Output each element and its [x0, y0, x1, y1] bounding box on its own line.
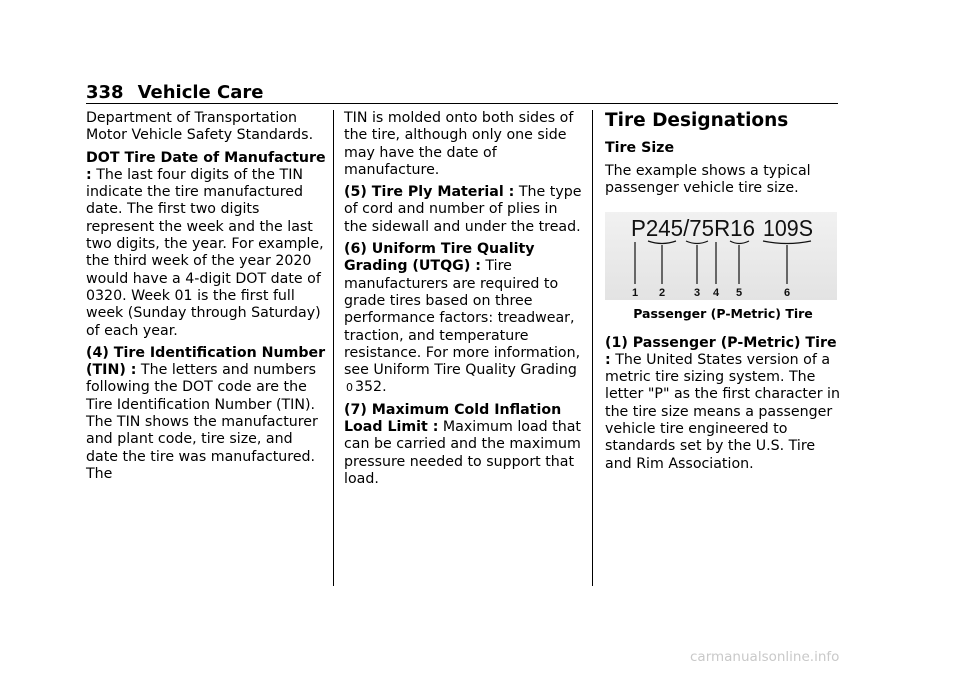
page-header — [86, 82, 838, 104]
paragraph-passenger-tire — [605, 335, 841, 473]
column-right — [605, 110, 841, 478]
tire-size-diagram — [605, 212, 837, 300]
figure-caption: Passenger (P-Metric) Tire — [633, 305, 813, 321]
paragraph-max-load — [344, 402, 584, 488]
definition: The type of cord and number of plies in the sidewall and under the tread. — [344, 184, 582, 235]
tire-code-load-speed: 109S — [763, 214, 813, 241]
column-middle — [344, 110, 584, 493]
callout-lines — [635, 241, 811, 284]
definition: Tire manufacturers are required to grade tires based on three performance factors: treadwear, traction, and temperature resistance. For more information, see Uniform Tire Quality Grading — [344, 258, 581, 379]
watermark: carmanualsonline.info — [690, 649, 840, 665]
paragraph-utqg — [344, 241, 584, 397]
section-title: Vehicle Care — [137, 82, 264, 103]
term: (6) Uniform Tire Quality Grading (UTQG) : — [344, 241, 535, 275]
callout-2: 2 — [658, 286, 666, 299]
header-rule — [86, 103, 838, 104]
column-divider-left — [333, 110, 334, 586]
definition: The last four digits of the TIN indicate the tire manufactured date. The first two digits represent the week and the last two digits, the year. For example, the third week of the year 2020 would have a 4-digit DOT date of 0320. Week 01 is the first full week (Sunday through Saturday) of each year. — [86, 166, 324, 339]
page-reference-link[interactable]: 352. — [355, 379, 387, 396]
page-reference-icon: 0 — [346, 381, 353, 395]
callout-5: 5 — [735, 286, 743, 299]
column-left — [86, 110, 326, 488]
callout-4: 4 — [712, 286, 720, 299]
section-heading: Tire Designations — [605, 110, 789, 131]
paragraph: Department of Transportation Motor Vehicle Safety Standards. — [86, 110, 314, 144]
term: (4) Tire Identification Number (TIN) : — [86, 344, 326, 379]
subsection-heading: Tire Size — [605, 140, 675, 156]
page-number: 338 — [86, 82, 124, 103]
paragraph-dot-date — [86, 150, 326, 340]
definition: The letters and numbers following the DOT code are the Tire Identification Number (TIN). The TIN shows the manufacturer and plant code, tire size, and date the tire was manufactured. The — [86, 362, 318, 482]
definition: The United States version of a metric tire sizing system. The letter "P" as the first character in the tire size means a passenger vehicle tire engineered to standards set by the U.S. Tire and Rim Association. — [605, 351, 840, 472]
definition: Maximum load that can be carried and the maximum pressure needed to support that load. — [344, 419, 581, 487]
paragraph-ply-material — [344, 184, 584, 236]
tire-code-size: P245/75R16 — [631, 214, 755, 241]
term: (1) Passenger (P-Metric) Tire : — [605, 334, 837, 368]
callout-3: 3 — [693, 286, 701, 299]
tire-size-figure — [605, 212, 837, 300]
term: DOT Tire Date of Manufacture : — [86, 149, 326, 183]
column-divider-right — [592, 110, 593, 586]
term: (7) Maximum Cold Inflation Load Limit : — [344, 401, 562, 436]
paragraph: TIN is molded onto both sides of the tire, although only one side may have the date of manufacture. — [344, 110, 574, 178]
paragraph-tin — [86, 345, 326, 483]
paragraph: The example shows a typical passenger vehicle tire size. — [605, 163, 811, 197]
term: (5) Tire Ply Material : — [344, 184, 515, 201]
callout-1: 1 — [631, 286, 639, 299]
callout-6: 6 — [783, 286, 791, 299]
